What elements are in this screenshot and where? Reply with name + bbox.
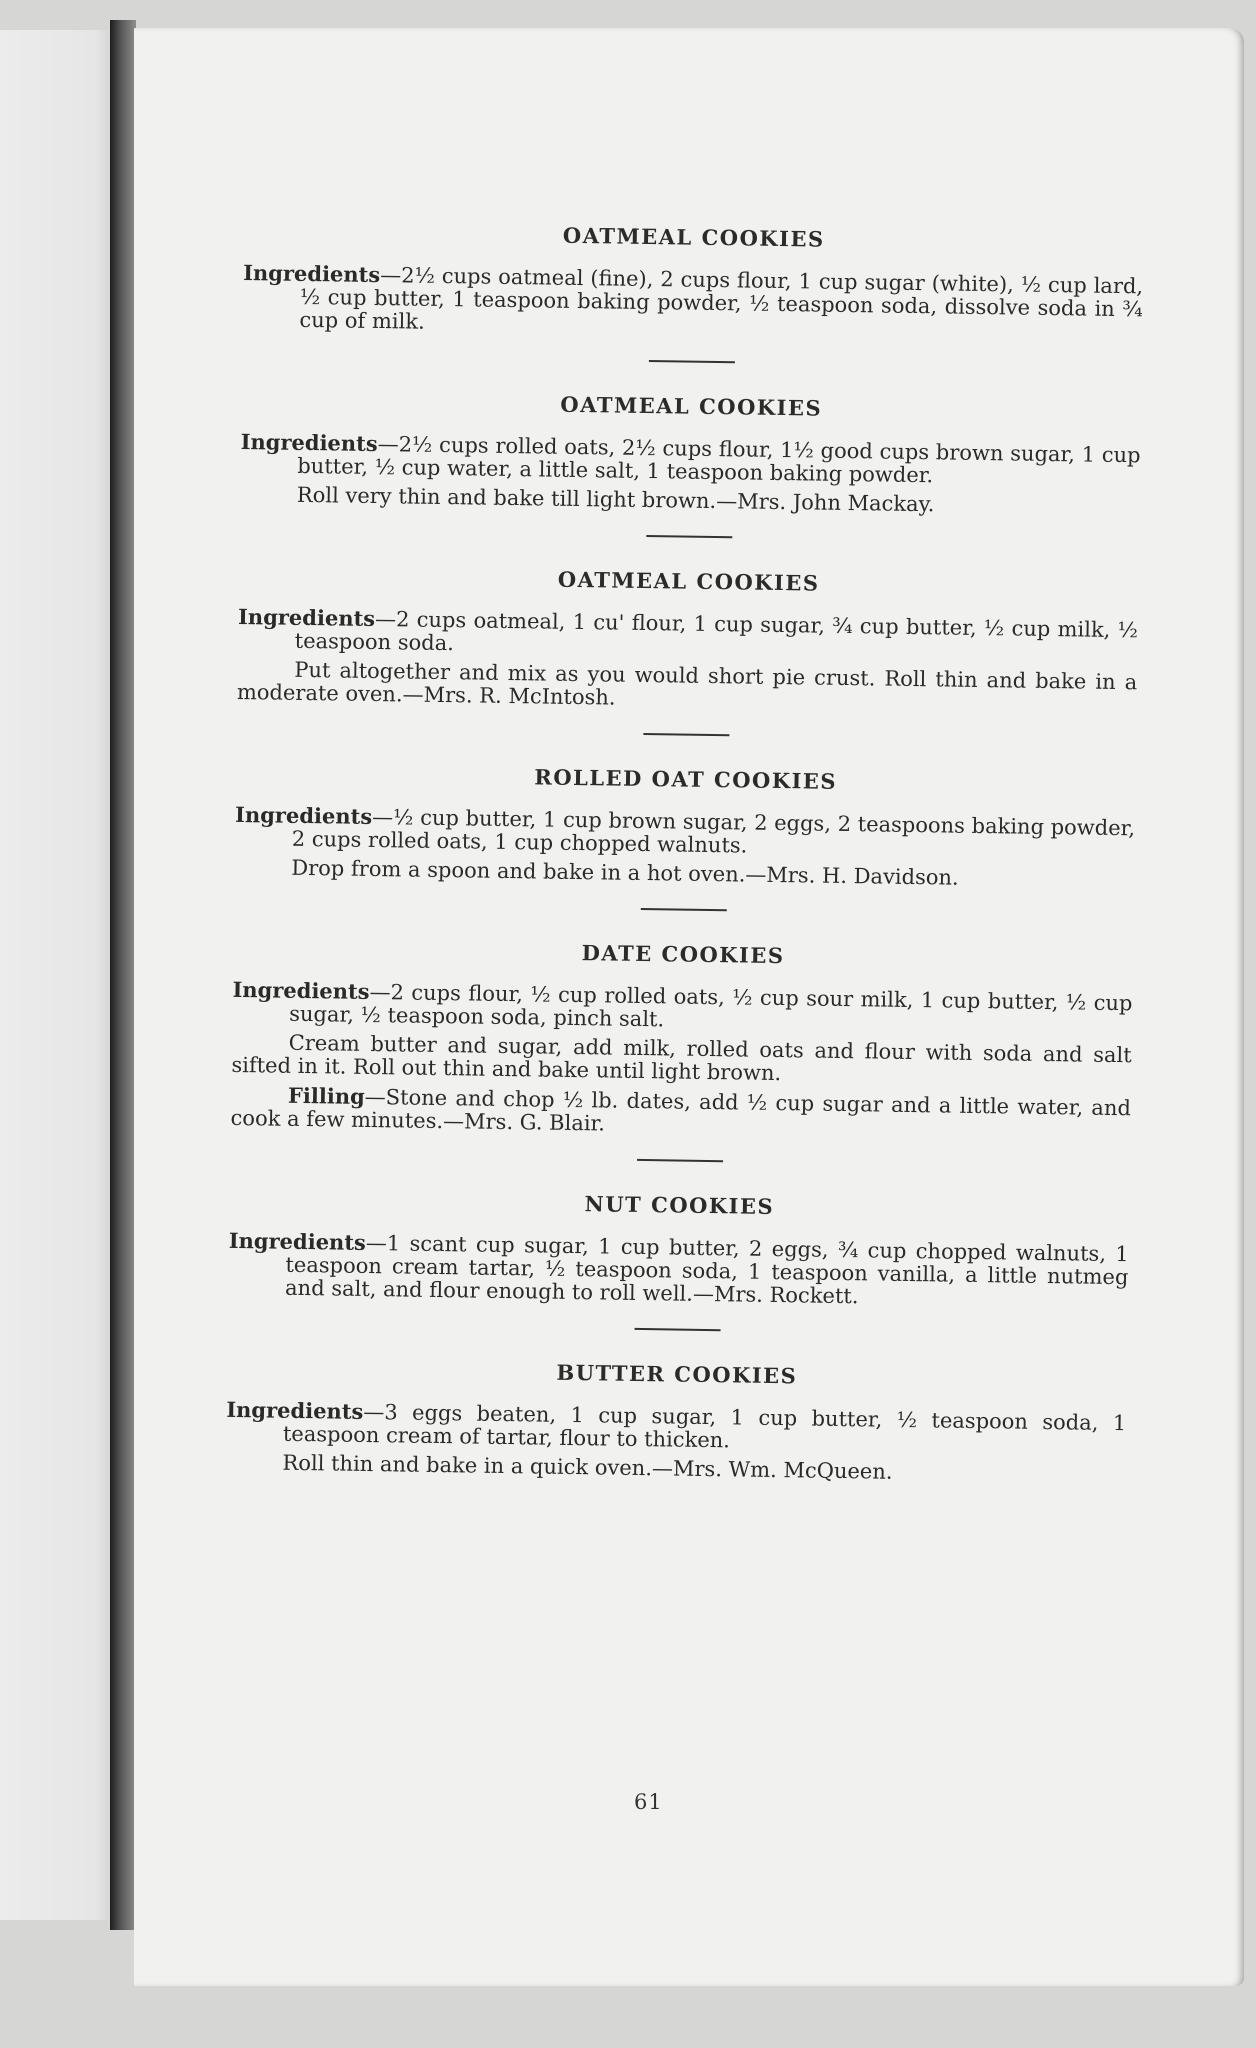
ingredients-paragraph xyxy=(232,978,1133,1038)
ingredients-label: Ingredients xyxy=(232,976,370,1004)
section-divider xyxy=(646,535,732,538)
filling-paragraph xyxy=(230,1083,1131,1143)
filling-label: Filling xyxy=(287,1082,365,1109)
facing-page-edge xyxy=(0,30,118,1920)
recipe-title: OATMEAL COOKIES xyxy=(562,222,825,252)
recipe-list xyxy=(225,218,1144,1487)
book-spine xyxy=(110,20,136,1930)
recipe-title: BUTTER COOKIES xyxy=(556,1359,798,1389)
method-paragraph: Cream butter and sugar, add milk, rolled oats and flour with soda and salt sifted in it. Roll out thin and bake until light brown. xyxy=(231,1030,1132,1086)
recipe-title: NUT COOKIES xyxy=(584,1191,775,1219)
ingredients-text: —1 scant cup sugar, 1 cup butter, 2 eggs, ¾ cup chopped walnuts, 1 teaspoon cream tartar, ½ teaspoon soda, 1 teaspoon vanilla, a little nutmeg and salt, and flour enough to roll well.—Mrs. Rockett. xyxy=(284,1230,1129,1309)
recipe-oatmeal-cookies-1 xyxy=(242,218,1144,344)
ingredients-text: —2 cups flour, ½ cup rolled oats, ½ cup sour milk, 1 cup butter, ½ cup sugar, ½ teaspoon soda, pinch salt. xyxy=(289,979,1133,1032)
section-divider xyxy=(635,1328,721,1331)
ingredients-text: —2 cups oatmeal, 1 cu' flour, 1 cup sugar, ¾ cup butter, ½ cup milk, ½ teaspoon soda. xyxy=(294,606,1139,656)
ingredients-paragraph xyxy=(228,1229,1129,1312)
recipe-date-cookies xyxy=(230,935,1133,1143)
section-divider xyxy=(643,733,729,736)
book-page xyxy=(134,28,1244,1986)
recipe-title: OATMEAL COOKIES xyxy=(557,566,820,596)
ingredients-paragraph xyxy=(226,1398,1127,1458)
ingredients-paragraph xyxy=(238,605,1139,665)
section-divider xyxy=(637,1159,723,1162)
filling-text: —Stone and chop ½ lb. dates, add ½ cup sugar and a little water, and cook a few minutes.—Mrs. G. Blair. xyxy=(230,1084,1132,1136)
ingredients-text: —2½ cups rolled oats, 2½ cups flour, 1½ good cups brown sugar, 1 cup butter, ½ cup water, a little salt, 1 teaspoon baking powder. xyxy=(297,432,1141,488)
ingredients-label: Ingredients xyxy=(243,259,381,288)
recipe-oatmeal-cookies-3 xyxy=(237,562,1139,717)
ingredients-label: Ingredients xyxy=(240,428,378,457)
ingredients-label: Ingredients xyxy=(237,603,376,631)
ingredients-label: Ingredients xyxy=(226,1396,364,1424)
ingredients-text: —2½ cups oatmeal (fine), 2 cups flour, 1 cup sugar (white), ½ cup lard, ½ cup butter, 1 teaspoon baking powder, ½ teaspoon soda, dissolve soda in ¾ cup of milk. xyxy=(299,263,1144,334)
ingredients-text: —3 eggs beaten, 1 cup sugar, 1 cup butter, ½ teaspoon soda, 1 teaspoon cream of tartar, flour to thicken. xyxy=(282,1399,1127,1453)
page-number: 61 xyxy=(634,1790,663,1814)
method-paragraph: Roll very thin and bake till light brown.—Mrs. John Mackay. xyxy=(296,482,935,517)
section-divider xyxy=(641,908,727,911)
recipe-title: DATE COOKIES xyxy=(581,940,785,969)
ingredients-label: Ingredients xyxy=(234,801,373,829)
recipe-butter-cookies xyxy=(225,1355,1127,1487)
method-paragraph: Drop from a spoon and bake in a hot oven.—Mrs. H. Davidson. xyxy=(291,855,959,890)
recipe-title: OATMEAL COOKIES xyxy=(560,391,823,421)
recipe-oatmeal-cookies-2 xyxy=(240,387,1142,519)
method-paragraph: Put altogether and mix as you would short pie crust. Roll thin and bake in a moderate oven.—Mrs. R. McIntosh. xyxy=(236,657,1138,710)
ingredients-label: Ingredients xyxy=(228,1227,367,1255)
recipe-rolled-oat-cookies xyxy=(234,760,1136,892)
section-divider xyxy=(649,360,735,363)
ingredients-paragraph xyxy=(240,430,1141,490)
ingredients-text: —½ cup butter, 1 cup brown sugar, 2 eggs, 2 teaspoons baking powder, 2 cups rolled oats, 1 cup chopped walnuts. xyxy=(291,804,1136,858)
recipe-title: ROLLED OAT COOKIES xyxy=(534,764,838,794)
recipe-nut-cookies xyxy=(228,1186,1130,1312)
method-paragraph: Roll thin and bake in a quick oven.—Mrs. Wm. McQueen. xyxy=(282,1450,893,1484)
ingredients-paragraph xyxy=(235,803,1136,863)
ingredients-paragraph xyxy=(242,261,1143,344)
